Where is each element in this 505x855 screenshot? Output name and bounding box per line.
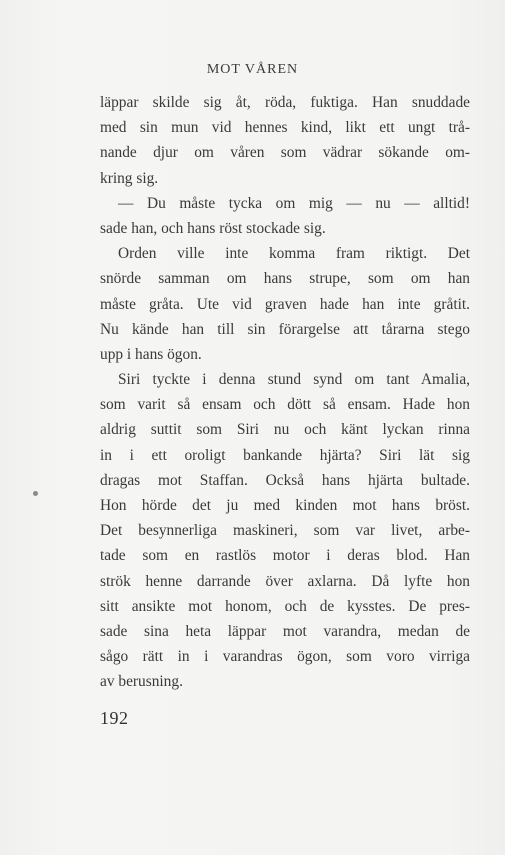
text-line: Siri tyckte i denna stund synd om tant Amalia, bbox=[118, 371, 470, 389]
text-line: sitt ansikte mot honom, och de kysstes. De pres- bbox=[100, 597, 470, 615]
text-line: med sin mun vid hennes kind, likt ett ungt trå- bbox=[100, 119, 470, 137]
text-line: måste gråta. Ute vid graven hade han inte gråtit. bbox=[100, 295, 470, 313]
text-line: kring sig. bbox=[100, 169, 159, 187]
text-line: Orden ville inte komma fram riktigt. Det bbox=[118, 245, 470, 263]
text-line: in i ett oroligt bankande hjärta? Siri lät sig bbox=[100, 446, 470, 464]
running-head: MOT VÅREN bbox=[206, 62, 299, 77]
margin-mark bbox=[33, 491, 38, 496]
text-line: upp i hans ögon. bbox=[100, 345, 202, 363]
text-line: snörde samman om hans strupe, som om han bbox=[100, 270, 470, 288]
text-line: sade sina heta läppar mot varandra, medan de bbox=[100, 622, 470, 640]
text-line: Det besynnerliga maskineri, som var livet, arbe- bbox=[100, 522, 470, 540]
text-line: — Du måste tycka om mig — nu — alltid! bbox=[118, 194, 470, 212]
text-line: aldrig suttit som Siri nu och känt lyckan rinna bbox=[100, 421, 470, 439]
text-line: tade som en rastlös motor i deras blod. Han bbox=[100, 547, 470, 565]
text-line: sågo rätt in i varandras ögon, som voro virriga bbox=[100, 648, 470, 666]
text-line: sade han, och hans röst stockade sig. bbox=[100, 219, 326, 237]
text-line: läppar skilde sig åt, röda, fuktiga. Han snuddade bbox=[100, 94, 470, 111]
text-line: strök henne darrande över axlarna. Då lyfte hon bbox=[100, 572, 470, 590]
text-line: Nu kände han till sin förargelse att tårarna stego bbox=[100, 320, 470, 338]
text-line: Hon hörde det ju med kinden mot hans bröst. bbox=[100, 497, 470, 514]
text-line: av berusning. bbox=[100, 673, 183, 691]
text-line: som varit så ensam och dött så ensam. Hade hon bbox=[100, 396, 470, 414]
text-line: nande djur om våren som vädrar sökande om- bbox=[100, 144, 470, 162]
text-line: dragas mot Staffan. Också hans hjärta bultade. bbox=[100, 471, 470, 489]
page-number: 192 bbox=[100, 708, 129, 728]
body-text bbox=[100, 90, 470, 695]
